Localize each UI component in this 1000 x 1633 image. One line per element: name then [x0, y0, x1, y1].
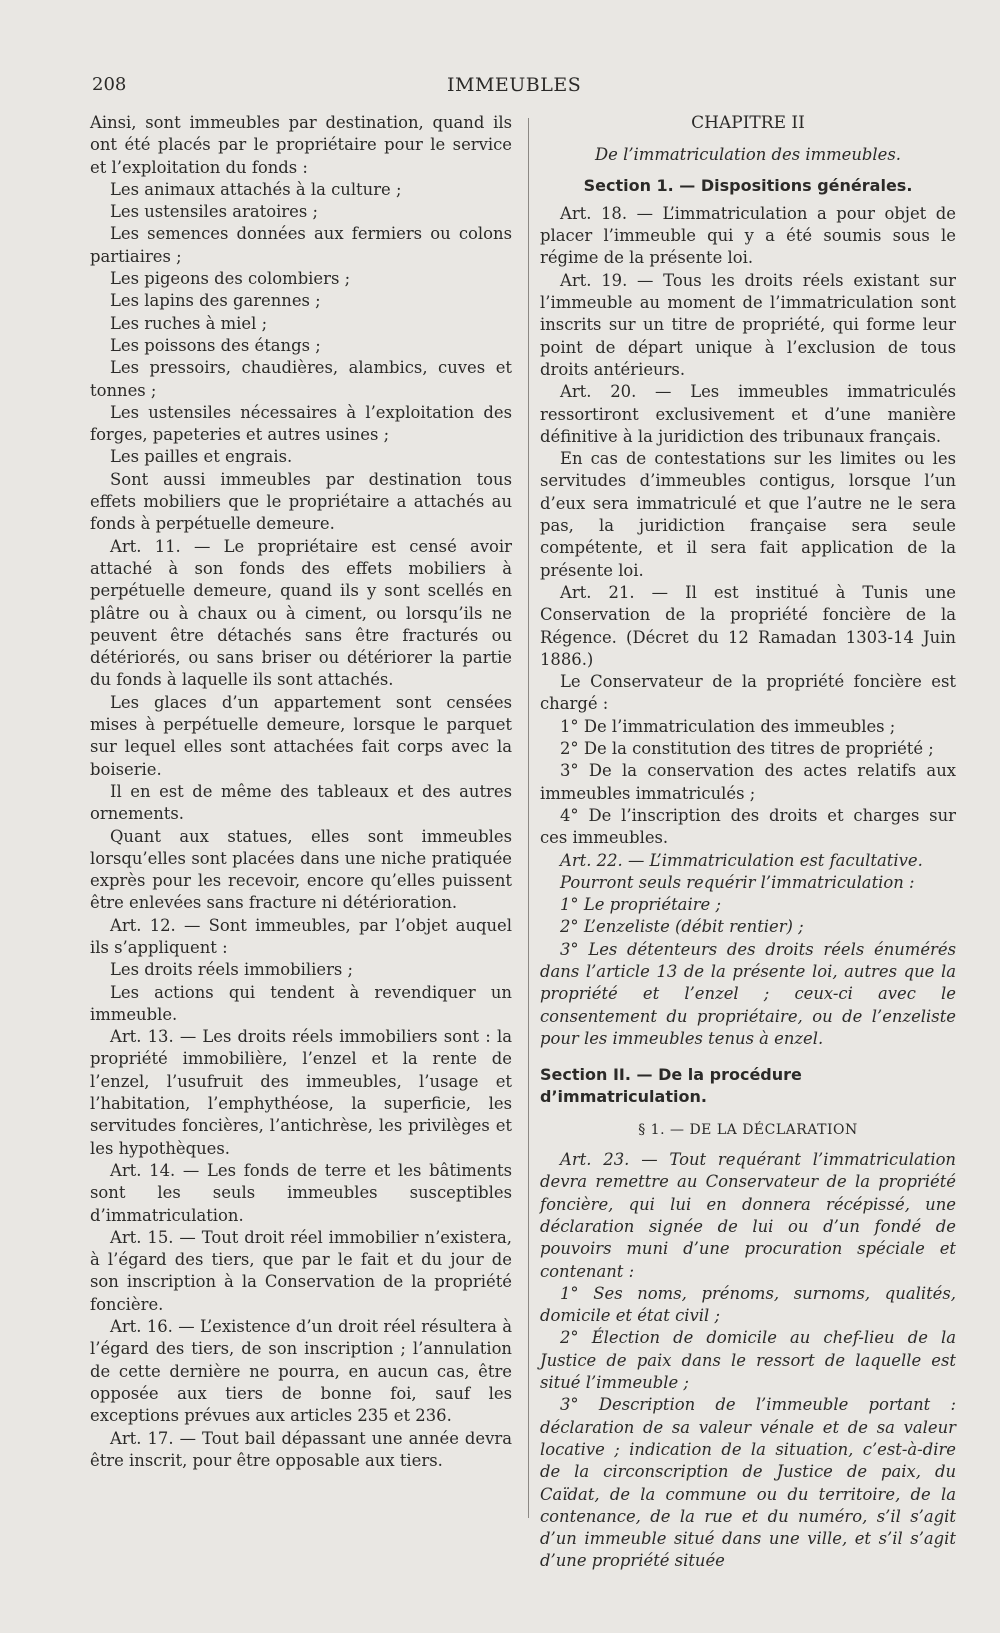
right-paragraph: 3° Description de l’immeuble portant : déclaration de sa valeur vénale et de sa valeur locative ; indication de la situation, c’est-à-dire de la circonscription de Justice de paix, du Caïdat, de la commune ou du territoire, de la contenance, de la rue et du numéro, s’il s’agit d’un immeuble situé dans une ville, et s’il s’agit d’une propriété située	[540, 1395, 956, 1571]
right-paragraph: De l’immatriculation des immeubles.	[595, 145, 901, 165]
column-divider	[528, 118, 529, 1518]
right-paragraph: 2° Élection de domicile au chef-lieu de la Justice de paix dans le ressort de laquelle est situé l’immeuble ;	[540, 1328, 956, 1393]
right-paragraph: 3° De la conservation des actes relatifs aux immeubles immatriculés ;	[540, 761, 956, 803]
left-paragraph: Les pigeons des colombiers ;	[110, 269, 351, 289]
left-paragraph: Il en est de même des tableaux et des autres ornements.	[90, 781, 512, 824]
right-paragraph: Art. 21. — Il est institué à Tunis une Conservation de la propriété foncière de la Régence. (Décret du 12 Ramadan 1303-14 Juin 1886.)	[540, 582, 956, 669]
left-paragraph: Les lapins des garennes ;	[110, 291, 321, 311]
right-paragraph: Art. 23. — Tout requérant l’immatriculation devra remettre au Conservateur de la propriété foncière, qui lui en donnera récépissé, une déclaration signée de lui ou d’un fondé de pouvoirs muni d’une procuration spéciale et contenant :	[540, 1150, 956, 1281]
right-paragraph: En cas de contestations sur les limites ou les servitudes d’immeubles contigus, lorsque l’un d’eux sera immatriculé et que l’autre ne le sera pas, la juridiction française sera seule compétente, et il sera fait application de la présente loi.	[540, 449, 956, 580]
right-paragraph: 1° Ses noms, prénoms, surnoms, qualités, domicile et état civil ;	[540, 1283, 956, 1326]
left-paragraph: Les droits réels immobiliers ;	[110, 960, 354, 980]
right-paragraph: Art. 22. — L’immatriculation est facultative.	[560, 850, 923, 870]
left-paragraph: Les animaux attachés à la culture ;	[110, 179, 402, 199]
left-paragraph: Quant aux statues, elles sont immeubles lorsqu’elles sont placées dans une niche pratiquée exprès pour les recevoir, encore qu’elles puissent être enlevées sans fracture ni détérioration.	[90, 826, 512, 913]
right-paragraph: 2° L’enzeliste (débit rentier) ;	[560, 917, 804, 937]
right-paragraph: Le Conservateur de la propriété foncière est chargé :	[540, 672, 956, 714]
right-paragraph: § 1. — DE LA DÉCLARATION	[638, 1121, 858, 1138]
left-column	[90, 112, 512, 1472]
right-paragraph: 1° Le propriétaire ;	[560, 895, 721, 915]
left-paragraph: Les pressoirs, chaudières, alambics, cuves et tonnes ;	[90, 358, 512, 400]
left-paragraph: Les glaces d’un appartement sont censées mises à perpétuelle demeure, lorsque le parquet sur lequel elles sont attachées fait corps avec la boiserie.	[90, 692, 512, 779]
left-paragraph: Les actions qui tendent à revendiquer un immeuble.	[90, 982, 512, 1024]
right-paragraph: Art. 19. — Tous les droits réels existant sur l’immeuble au moment de l’immatriculation sont inscrits sur un titre de propriété, qui forme leur point de départ unique à l’exclusion de tous droits antérieurs.	[540, 270, 956, 379]
page-number: 208	[92, 74, 127, 95]
left-paragraph: Art. 16. — L’existence d’un droit réel résultera à l’égard des tiers, de son inscription ; l’annulation de cette dernière ne pourra, en aucun cas, être opposée aux tiers de bonne foi, sauf les exceptions prévues aux articles 235 et 236.	[90, 1317, 512, 1426]
right-column	[540, 112, 956, 1573]
left-paragraph: Les poissons des étangs ;	[110, 335, 321, 355]
right-paragraph: Section 1. — Dispositions générales.	[583, 175, 913, 195]
left-paragraph: Art. 15. — Tout droit réel immobilier n’existera, à l’égard des tiers, que par le fait et du jour de son inscription à la Conservation de la propriété foncière.	[90, 1227, 512, 1314]
page-header	[92, 74, 960, 104]
right-paragraph: CHAPITRE II	[691, 113, 805, 133]
left-paragraph: Art. 13. — Les droits réels immobiliers sont : la propriété immobilière, l’enzel et la rente de l’enzel, l’usufruit des immeubles, l’usage et l’habitation, l’emphythéose, la superficie, les servitudes foncières, l’antichrèse, les privilèges et les hypothèques.	[90, 1027, 512, 1158]
right-paragraph: 1° De l’immatriculation des immeubles ;	[560, 716, 896, 736]
left-paragraph: Ainsi, sont immeubles par destination, quand ils ont été placés par le propriétaire pour le service et l’exploitation du fonds :	[90, 113, 512, 177]
left-paragraph: Les pailles et engrais.	[110, 447, 293, 467]
left-paragraph: Art. 17. — Tout bail dépassant une année devra être inscrit, pour être opposable aux tiers.	[90, 1428, 512, 1470]
right-paragraph: Art. 20. — Les immeubles immatriculés ressortiront exclusivement et d’une manière définitive à la juridiction des tribunaux français.	[540, 382, 956, 446]
left-paragraph: Sont aussi immeubles par destination tous effets mobiliers que le propriétaire a attachés au fonds à perpétuelle demeure.	[90, 469, 512, 534]
left-paragraph: Les ruches à miel ;	[110, 313, 268, 333]
left-paragraph: Les ustensiles nécessaires à l’exploitation des forges, papeteries et autres usines ;	[90, 402, 512, 445]
left-paragraph: Art. 14. — Les fonds de terre et les bâtiments sont les seuls immeubles susceptibles d’immatriculation.	[90, 1160, 512, 1225]
right-paragraph: Section II. — De la procédure d’immatriculation.	[540, 1065, 802, 1107]
left-paragraph: Art. 12. — Sont immeubles, par l’objet auquel ils s’appliquent :	[90, 915, 512, 957]
right-paragraph: 4° De l’inscription des droits et charges sur ces immeubles.	[540, 805, 956, 848]
left-paragraph: Les ustensiles aratoires ;	[110, 202, 318, 222]
right-paragraph: Pourront seuls requérir l’immatriculation :	[560, 872, 915, 892]
right-paragraph: Art. 18. — L’immatriculation a pour objet de placer l’immeuble qui y a été soumis sous le régime de la présente loi.	[540, 203, 956, 268]
right-paragraph: 2° De la constitution des titres de propriété ;	[560, 739, 934, 759]
running-head: IMMEUBLES	[447, 74, 582, 96]
right-paragraph: 3° Les détenteurs des droits réels énumérés dans l’article 13 de la présente loi, autres que la propriété et l’enzel ; ceux-ci avec le consentement du propriétaire, ou de l’enzeliste pour les immeubles tenus à enzel.	[540, 939, 956, 1048]
left-paragraph: Les semences données aux fermiers ou colons partiaires ;	[90, 224, 512, 266]
left-paragraph: Art. 11. — Le propriétaire est censé avoir attaché à son fonds des effets mobiliers à perpétuelle demeure, quand ils y sont scellés en plâtre ou à chaux ou à ciment, ou lorsqu’ils ne peuvent être détachés sans être fracturés ou détériorés, ou sans briser ou détériorer la partie du fonds à laquelle ils sont attachés.	[90, 536, 512, 690]
